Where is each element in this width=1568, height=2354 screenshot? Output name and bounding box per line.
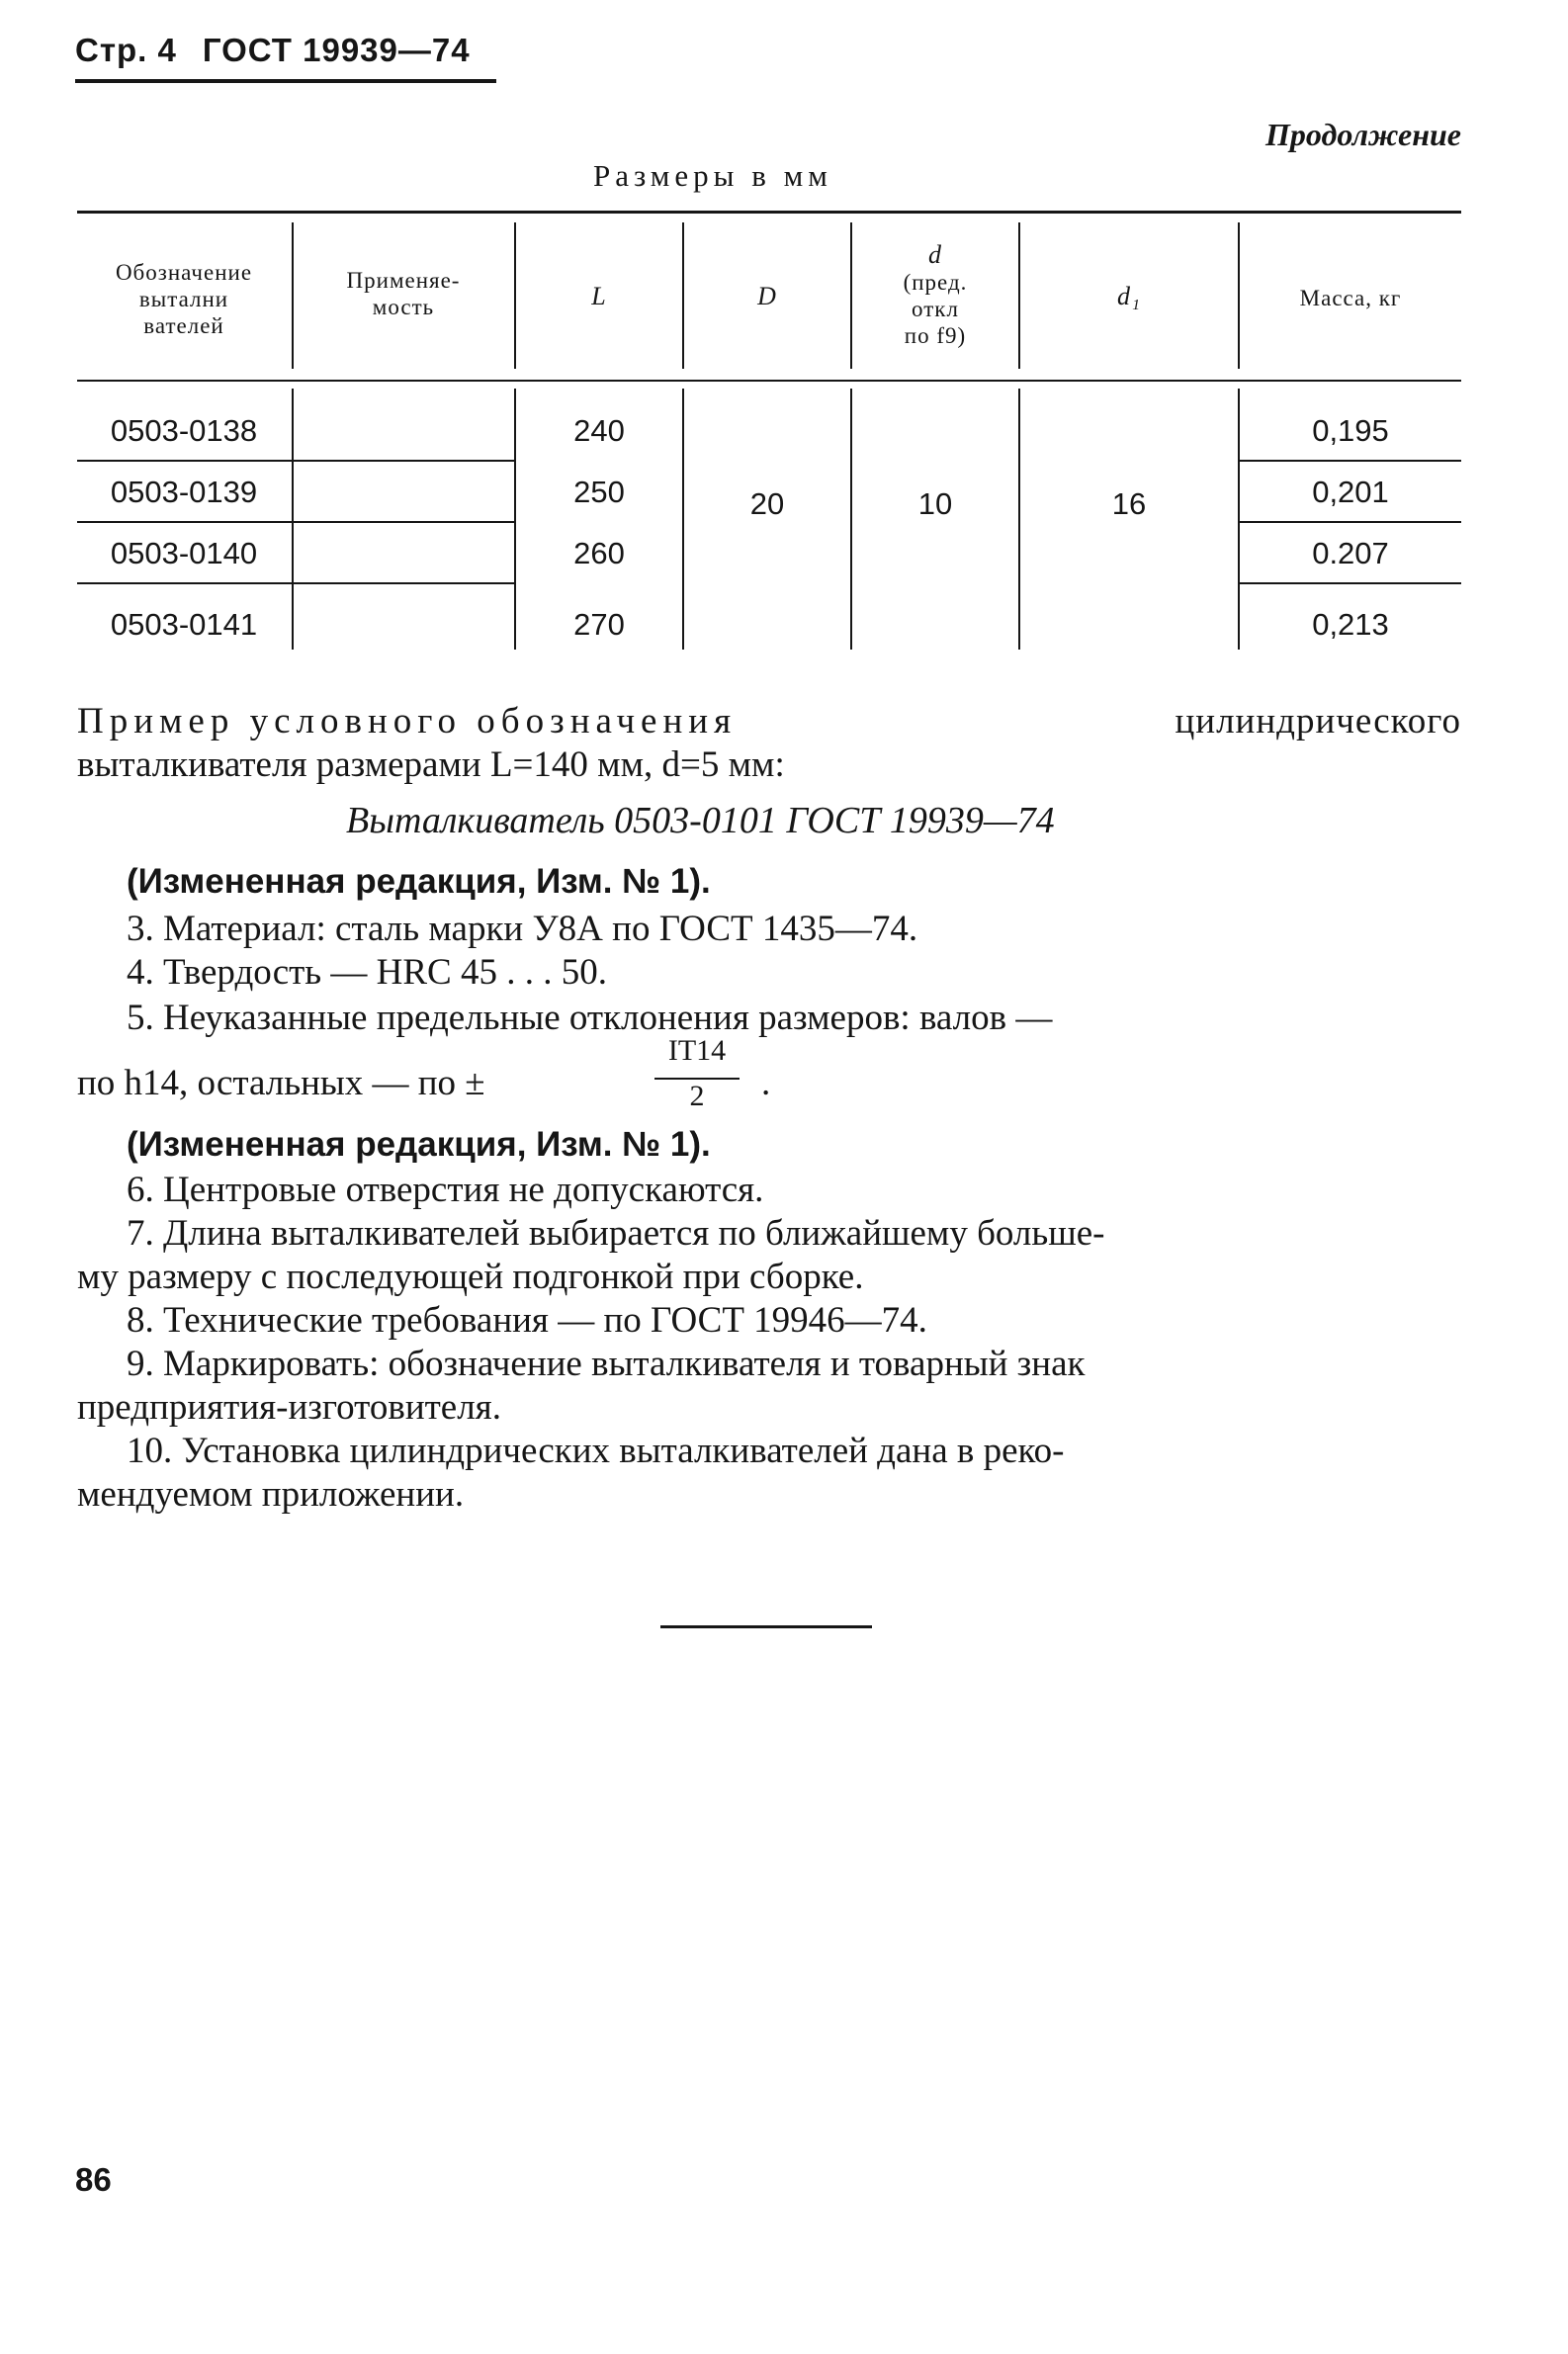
example-designation: Выталкиватель 0503-0101 ГОСТ 19939—74 [346,800,1055,841]
fraction-numerator: IT14 [667,1034,727,1067]
item-5-line-2: по h14, остальных — по ± [77,1063,485,1103]
row-rule [77,582,514,584]
header-col-sep [850,222,852,369]
header-designation: Обозначение вытални вателей [115,260,253,338]
header-col-sep [292,222,294,369]
cell-mass: 0,213 [1312,607,1389,642]
table-top-rule [77,211,1461,214]
row-rule [1238,521,1461,523]
item-10-line-1: 10. Установка цилиндрических выталкивателей дана в реко- [127,1431,1065,1471]
cell-L: 270 [573,607,625,642]
row-rule [1238,460,1461,462]
item-4: 4. Твердость — HRC 45 . . . 50. [127,952,607,993]
row-rule [77,521,514,523]
body-col-sep [850,389,852,650]
header-col-sep [682,222,684,369]
continuation-label: Продолжение [1265,117,1461,152]
row-rule [1238,582,1461,584]
revision-note: (Измененная редакция, Изм. № 1). [127,862,711,901]
cell-L: 240 [573,413,625,448]
header-D: D [757,282,777,310]
body-col-sep [1018,389,1020,650]
header-col-sep [1018,222,1020,369]
cell-mass: 0,201 [1312,475,1389,509]
item-6: 6. Центровые отверстия не допускаются. [127,1170,764,1210]
cell-d1: 16 [1111,486,1147,521]
table-header-rule [77,380,1461,382]
cell-designation: 0503-0140 [110,536,258,570]
body-col-sep [682,389,684,650]
item-7-line-2: му размеру с последующей подгонкой при сборке. [77,1257,864,1297]
cell-mass: 0,195 [1312,413,1389,448]
item-8: 8. Технические требования — по ГОСТ 19946—74. [127,1300,927,1341]
page-number: 86 [75,2161,112,2198]
end-rule [660,1625,872,1628]
cell-L: 260 [573,536,625,570]
fraction-denominator: 2 [689,1080,705,1112]
cell-L: 250 [573,475,625,509]
body-col-sep [1238,389,1240,650]
header-rule [75,79,496,83]
header-d1: d₁ [1116,282,1142,310]
standard-label: ГОСТ 19939—74 [202,32,471,68]
revision-note: (Измененная редакция, Изм. № 1). [127,1125,711,1164]
page-header [75,32,471,69]
header-applicability: Применяе- мость [346,268,461,319]
header-mass: Масса, кг [1299,286,1402,310]
header-L: L [591,282,607,310]
cell-mass: 0.207 [1312,536,1389,570]
cell-designation: 0503-0139 [110,475,258,509]
item-5-line-1: 5. Неуказанные предельные отклонения размеров: валов — [127,998,1053,1038]
header-col-sep [514,222,516,369]
body-col-sep [292,389,294,650]
page-label: Стр. 4 [75,32,177,68]
header-d: d (пред. откл по f9) [903,240,968,348]
cell-D: 20 [749,486,785,521]
item-10-line-2: мендуемом приложении. [77,1474,465,1515]
example-intro: Пример условного обозначения цилиндрического [77,701,1461,741]
item-9-line-1: 9. Маркировать: обозначение выталкивателя и товарный знак [127,1344,1086,1384]
example-line-2: выталкивателя размерами L=140 мм, d=5 мм: [77,744,785,785]
row-rule [77,460,514,462]
item-5-end: . [761,1063,771,1103]
header-col-sep [1238,222,1240,369]
cell-d: 10 [917,486,953,521]
body-col-sep [514,389,516,650]
item-3: 3. Материал: сталь марки У8А по ГОСТ 1435—74. [127,909,918,949]
item-9-line-2: предприятия-изготовителя. [77,1387,501,1428]
units-caption: Размеры в мм [593,158,832,193]
item-7-line-1: 7. Длина выталкивателей выбирается по ближайшему больше- [127,1213,1105,1254]
cell-designation: 0503-0141 [110,607,258,642]
cell-designation: 0503-0138 [110,413,258,448]
